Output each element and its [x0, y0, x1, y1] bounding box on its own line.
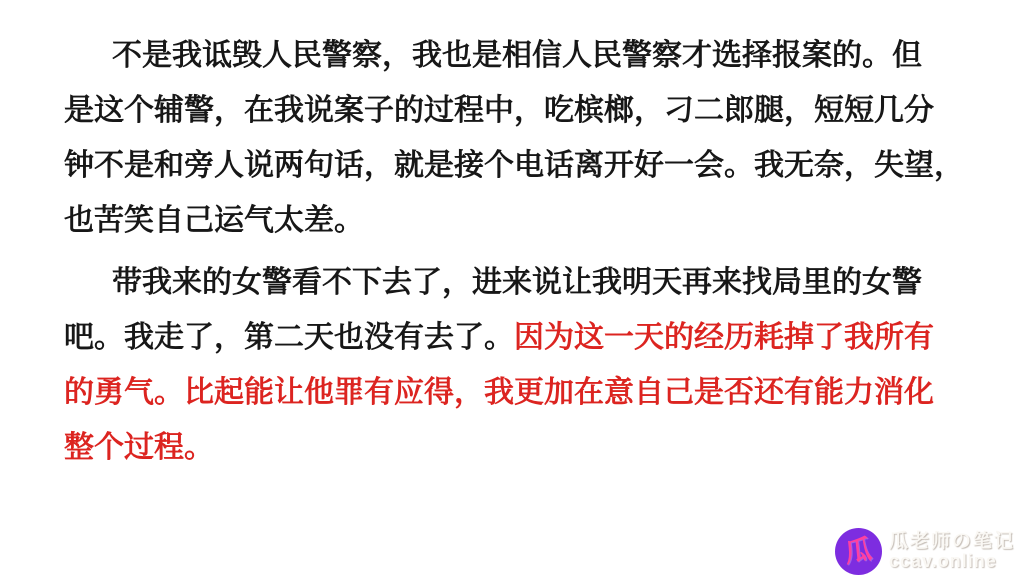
- text-line: [64, 255, 994, 310]
- watermark-text-block: [889, 532, 1015, 571]
- text-segment: 带我来的女警看不下去了，进来说让我明天再来找局里的女警: [112, 266, 922, 299]
- text-segment: 钟不是和旁人说两句话，就是接个电话离开好一会。我无奈，失望，: [64, 149, 964, 182]
- text-segment: 是这个辅警，在我说案子的过程中，吃槟榔，刁二郎腿，短短几分: [64, 94, 934, 127]
- watermark: [835, 524, 1015, 575]
- article-text: [64, 28, 994, 475]
- text-line: [64, 310, 994, 365]
- text-segment: 也苦笑自己运气太差。: [64, 204, 364, 237]
- text-line: [64, 420, 994, 475]
- paragraph-2: [64, 255, 994, 475]
- highlighted-text-segment: 因为这一天的经历耗掉了我所有: [514, 321, 934, 354]
- highlighted-text-segment: 的勇气。比起能让他罪有应得，我更加在意自己是否还有能力消化: [64, 376, 934, 409]
- watermark-url: ccav.online: [889, 551, 997, 571]
- text-segment: 吧。我走了，第二天也没有去了。: [64, 321, 514, 354]
- text-line: [64, 138, 994, 193]
- text-line: [64, 83, 994, 138]
- watermark-logo: [835, 528, 882, 575]
- watermark-title: 瓜老师の笔记: [889, 531, 1016, 552]
- text-line: [64, 28, 994, 83]
- paragraph-1: [64, 28, 994, 248]
- text-line: [64, 365, 994, 420]
- melon-icon: 瓜: [843, 533, 874, 569]
- text-line: [64, 193, 994, 248]
- highlighted-text-segment: 整个过程。: [64, 431, 214, 464]
- text-segment: 不是我诋毁人民警察，我也是相信人民警察才选择报案的。但: [112, 39, 922, 72]
